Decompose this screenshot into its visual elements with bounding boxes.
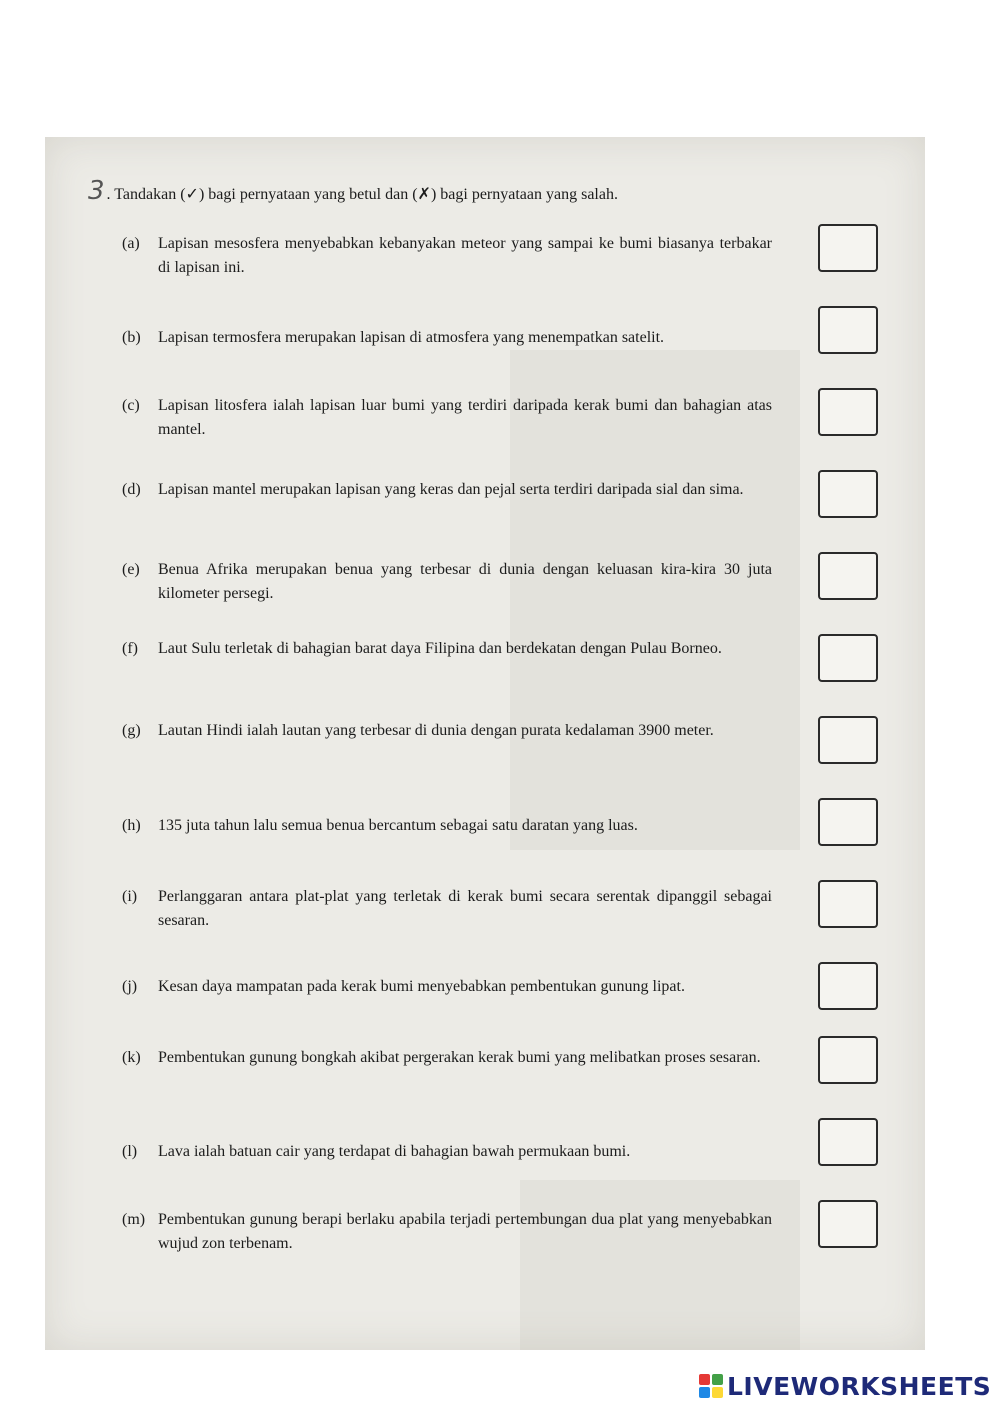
answer-box[interactable] [818, 798, 878, 846]
statement-label: (b) [122, 329, 141, 346]
answer-box[interactable] [818, 716, 878, 764]
statement-label: (m) [122, 1211, 146, 1228]
statement-item [122, 232, 772, 280]
statement-label: (g) [122, 722, 141, 739]
statement-item [122, 1140, 772, 1164]
statement-item [122, 1046, 772, 1070]
statement-label: (k) [122, 1049, 141, 1066]
statement-text: Pembentukan gunung bongkah akibat pergerakan kerak bumi yang melibatkan proses sesaran. [158, 1049, 761, 1066]
statement-label: (f) [122, 640, 138, 657]
statement-label: (i) [122, 888, 138, 905]
question-header [88, 176, 788, 206]
liveworksheets-icon [699, 1374, 723, 1398]
statement-text: Perlanggaran antara plat-plat yang terletak di kerak bumi secara serentak dipanggil sebagai sesaran. [158, 888, 772, 929]
answer-box[interactable] [818, 962, 878, 1010]
statement-text: Lapisan mesosfera menyebabkan kebanyakan meteor yang sampai ke bumi biasanya terbakar di lapisan ini. [158, 235, 772, 276]
statement-label: (e) [122, 561, 140, 578]
question-number: 3 [88, 176, 105, 206]
answer-box[interactable] [818, 1118, 878, 1166]
statement-item [122, 637, 772, 661]
answer-box[interactable] [818, 880, 878, 928]
statement-text: Benua Afrika merupakan benua yang terbesar di dunia dengan keluasan kira-kira 30 juta kilometer persegi. [158, 561, 772, 602]
answer-box[interactable] [818, 388, 878, 436]
brand-name: LIVEWORKSHEETS [727, 1371, 992, 1401]
statement-item [122, 719, 772, 743]
statement-text: 135 juta tahun lalu semua benua bercantum sebagai satu daratan yang luas. [158, 817, 638, 834]
statement-item [122, 885, 772, 933]
answer-box[interactable] [818, 634, 878, 682]
statement-text: Lapisan mantel merupakan lapisan yang keras dan pejal serta terdiri daripada sial dan sima. [158, 481, 744, 498]
statement-text: Lava ialah batuan cair yang terdapat di bahagian bawah permukaan bumi. [158, 1143, 631, 1160]
liveworksheets-logo [699, 1370, 991, 1402]
question-instruction: . Tandakan (✓) bagi pernyataan yang betul dan (✗) bagi pernyataan yang salah. [106, 186, 618, 203]
answer-box[interactable] [818, 1036, 878, 1084]
statement-label: (d) [122, 481, 141, 498]
statement-text: Pembentukan gunung berapi berlaku apabila terjadi pertembungan dua plat yang menyebabkan wujud zon terbenam. [158, 1211, 772, 1252]
statement-text: Lautan Hindi ialah lautan yang terbesar di dunia dengan purata kedalaman 3900 meter. [158, 722, 714, 739]
statement-text: Lapisan litosfera ialah lapisan luar bumi yang terdiri daripada kerak bumi dan bahagian atas mantel. [158, 397, 772, 438]
statement-item [122, 394, 772, 442]
logo-square-blue [699, 1387, 710, 1398]
answer-box[interactable] [818, 224, 878, 272]
statement-text: Lapisan termosfera merupakan lapisan di atmosfera yang menempatkan satelit. [158, 329, 665, 346]
logo-square-yellow [712, 1387, 723, 1398]
answer-box[interactable] [818, 1200, 878, 1248]
statement-item [122, 975, 772, 999]
statement-label: (j) [122, 978, 138, 995]
show-through-shadow [520, 1180, 800, 1350]
statement-item [122, 1208, 772, 1256]
statement-label: (c) [122, 397, 140, 414]
statement-text: Kesan daya mampatan pada kerak bumi menyebabkan pembentukan gunung lipat. [158, 978, 685, 995]
statement-text: Laut Sulu terletak di bahagian barat daya Filipina dan berdekatan dengan Pulau Borneo. [158, 640, 722, 657]
answer-box[interactable] [818, 306, 878, 354]
statement-item [122, 326, 772, 350]
statement-item [122, 558, 772, 606]
statement-label: (l) [122, 1143, 138, 1160]
statement-label: (a) [122, 235, 140, 252]
answer-box[interactable] [818, 470, 878, 518]
statement-item [122, 814, 772, 838]
logo-square-green [712, 1374, 723, 1385]
answer-box[interactable] [818, 552, 878, 600]
logo-square-red [699, 1374, 710, 1385]
statement-item [122, 478, 772, 502]
statement-label: (h) [122, 817, 141, 834]
